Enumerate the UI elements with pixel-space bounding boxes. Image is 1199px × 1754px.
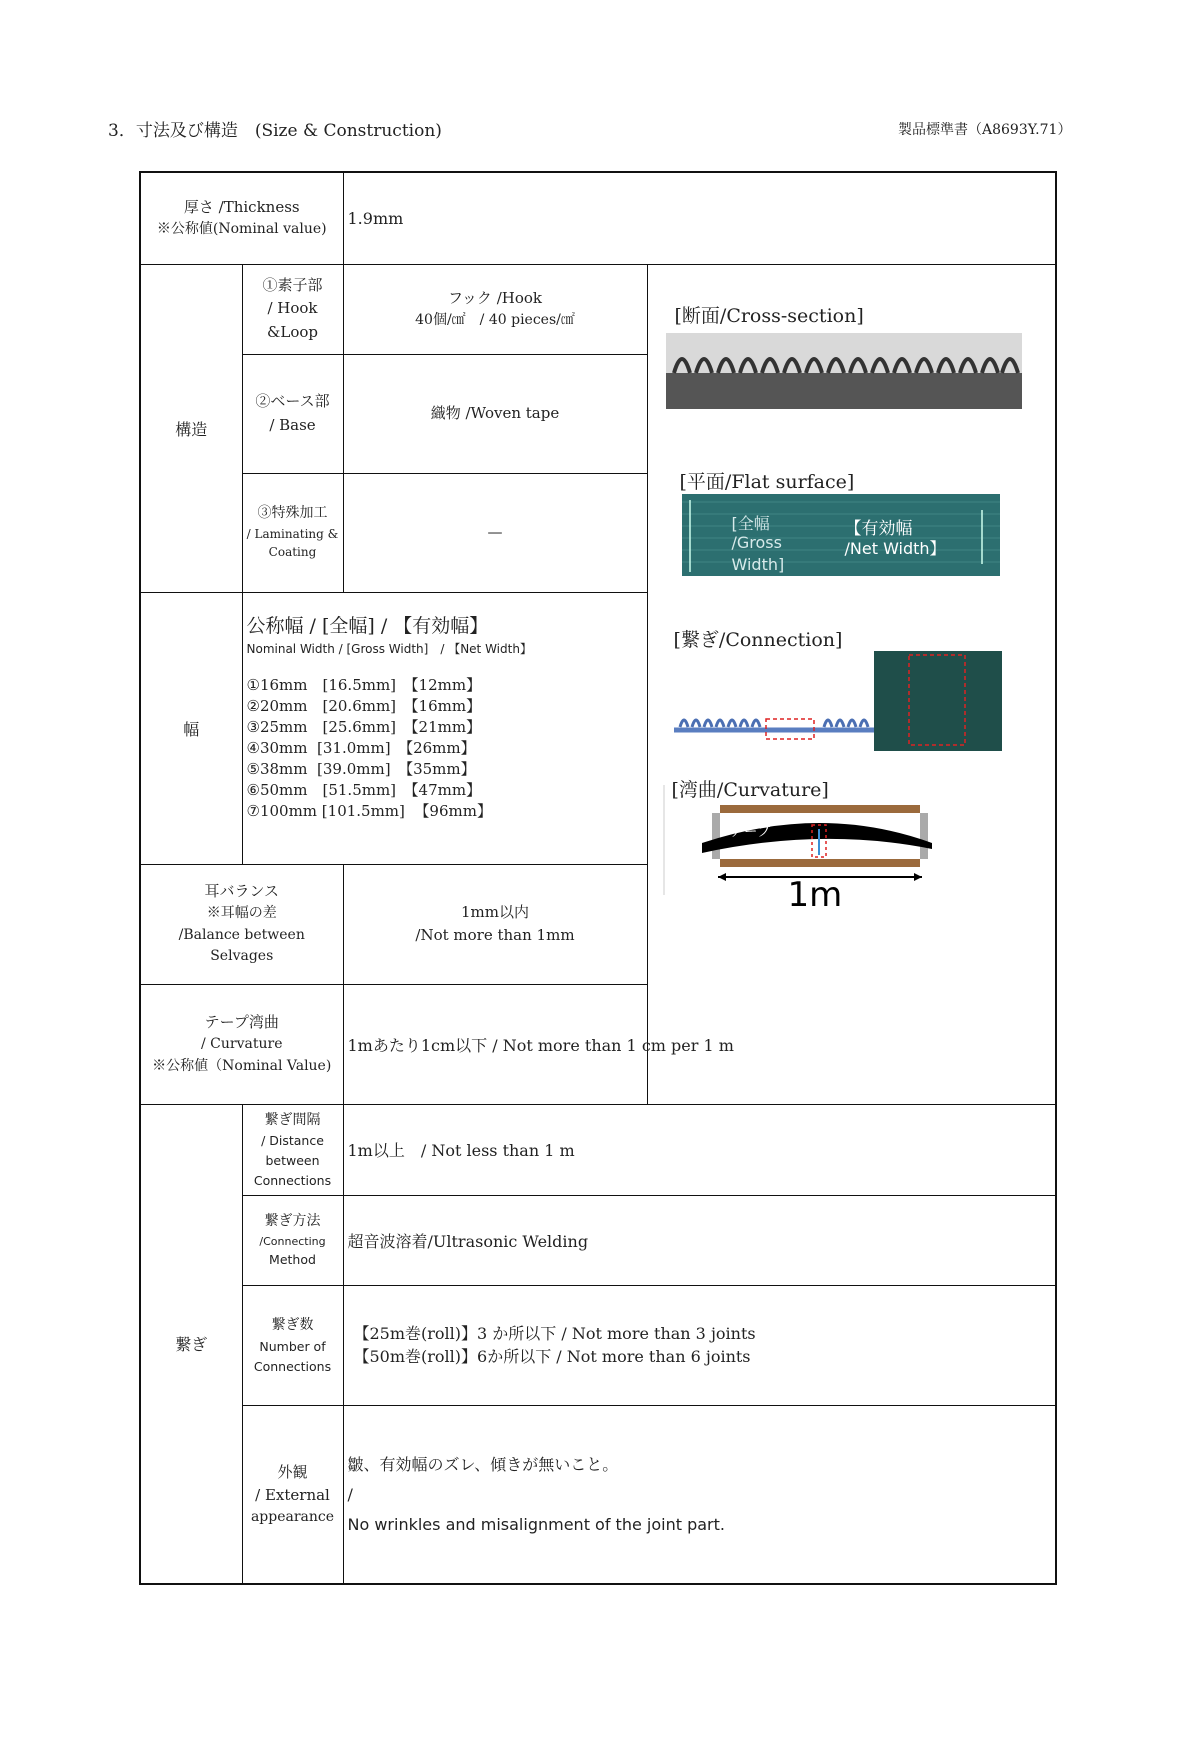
hook-value: フック /Hook 40個/㎠ / 40 pieces/㎠ <box>343 264 647 354</box>
row-joint-method <box>140 1195 1056 1285</box>
document-code: 製品標準書（A8693Y.71） <box>898 122 1072 138</box>
width-values: 公称幅 / [全幅] / 【有効幅】 Nominal Width / [Gross Width] / 【Net Width】 ①16mm [16.5mm] 【12mm】 ②20mm [20.6mm] 【16mm】 ③25mm [25.6mm] 【21mm】 ④30mm [31.0mm] 【26mm】 ⑤38mm [39.0mm] 【35mm】 ⑥50mm [51.5mm] 【47mm】 ⑦100mm [101.5mm] 【96mm】 <box>242 592 647 864</box>
curvature-value: 1mあたり1cm以下 / Not more than 1 cm per 1 m <box>343 984 1056 1104</box>
method-value: 超音波溶着/Ultrasonic Welding <box>343 1195 1056 1285</box>
joint-category: 繋ぎ <box>140 1104 242 1584</box>
width-row: ⑥50mm [51.5mm] 【47mm】 <box>246 780 482 799</box>
flat-surface-image <box>682 494 1000 576</box>
distance-value: 1m以上 / Not less than 1 m <box>343 1104 1056 1195</box>
row-joint-appearance <box>140 1405 1056 1584</box>
connection-title: [繋ぎ/Connection] <box>673 628 843 651</box>
width-row: ⑤38mm [39.0mm] 【35mm】 <box>246 759 476 778</box>
curvature-label: テープ湾曲 / Curvature ※公称値（Nominal Value) <box>140 984 343 1104</box>
row-joint-count <box>140 1285 1056 1405</box>
hook-label: ①素子部 / Hook &Loop <box>242 264 343 354</box>
width-row: ③25mm [25.6mm] 【21mm】 <box>246 717 482 736</box>
curvature-title: [湾曲/Curvature] <box>671 778 829 801</box>
special-label: ③特殊加工 / Laminating & Coating <box>242 473 343 592</box>
width-row: ①16mm [16.5mm] 【12mm】 <box>246 675 482 694</box>
width-row: ④30mm [31.0mm] 【26mm】 <box>246 738 476 757</box>
appearance-label: 外観 / External appearance <box>242 1405 343 1584</box>
base-value: 織物 /Woven tape <box>343 354 647 473</box>
distance-label: 繋ぎ間隔 / Distance between Connections <box>242 1104 343 1195</box>
connection-image <box>674 645 1004 755</box>
appearance-value: 皺、有効幅のズレ、傾きが無いこと。 / No wrinkles and misalignment of the joint part. <box>343 1405 1056 1584</box>
flat-surface-title: [平面/Flat surface] <box>679 470 855 493</box>
width-row: ②20mm [20.6mm] 【16mm】 <box>246 696 482 715</box>
width-row: ⑦100mm [101.5mm] 【96mm】 <box>246 801 492 820</box>
count-label: 繋ぎ数 Number of Connections <box>242 1285 343 1405</box>
base-label: ②ベース部 / Base <box>242 354 343 473</box>
spec-table <box>139 171 1057 1585</box>
special-value: — <box>343 473 647 592</box>
width-category: 幅 <box>140 592 242 864</box>
figures-panel: [断面/Cross-section] [平面/Flat surface] [全幅 /Gross Width] 【有効幅 /Net Width】 [繋ぎ/Connection] [湾曲/Curvature] テープ 1m <box>647 264 1056 1104</box>
cross-section-image <box>666 333 1022 409</box>
count-value: 【25m巻(roll)】3 か所以下 / Not more than 3 joints 【50m巻(roll)】6か所以下 / Not more than 6 joints <box>343 1285 1056 1405</box>
row-joint-distance <box>140 1104 1056 1195</box>
structure-category: 構造 <box>140 264 242 592</box>
balance-value: 1mm以内 /Not more than 1mm <box>343 864 647 984</box>
section-heading: 3．寸法及び構造 (Size & Construction) <box>108 121 442 141</box>
row-hook <box>140 264 1056 354</box>
cross-section-title: [断面/Cross-section] <box>674 304 864 327</box>
method-label: 繋ぎ方法 /Connecting Method <box>242 1195 343 1285</box>
row-thickness <box>140 172 1056 264</box>
balance-label: 耳バランス ※耳幅の差 /Balance between Selvages <box>140 864 343 984</box>
thickness-value: 1.9mm <box>343 172 1056 264</box>
thickness-label: 厚さ /Thickness ※公称値(Nominal value) <box>140 172 343 264</box>
